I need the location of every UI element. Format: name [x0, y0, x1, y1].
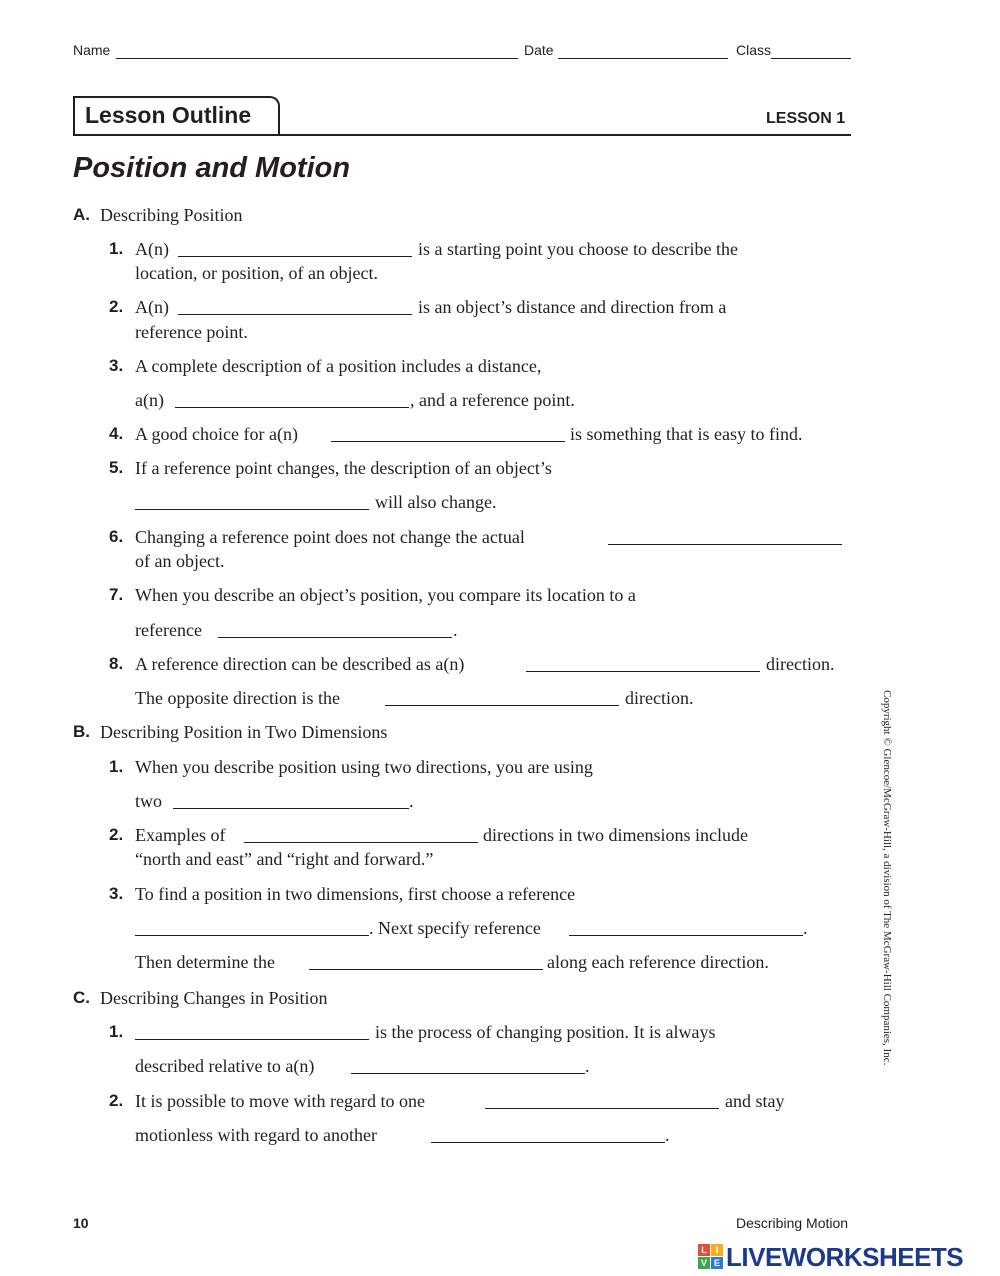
- a2-pre: A(n): [135, 297, 169, 317]
- b3-end: .: [803, 918, 808, 938]
- a2-cont: reference point.: [135, 322, 248, 342]
- c1-blank-1[interactable]: [135, 1019, 369, 1040]
- date-label: Date: [524, 42, 554, 58]
- banner-rule: [73, 134, 851, 136]
- a3-pre: a(n): [135, 390, 164, 410]
- section-a-title: Describing Position: [100, 205, 243, 225]
- a7-number: 7.: [109, 585, 124, 604]
- a7-pre: reference: [135, 620, 202, 640]
- a7-blank[interactable]: [218, 617, 452, 638]
- c1-number: 1.: [109, 1022, 124, 1041]
- lesson-number: LESSON 1: [766, 110, 846, 127]
- b2-number: 2.: [109, 825, 124, 844]
- a4-post: is something that is easy to find.: [570, 424, 803, 444]
- c2-number: 2.: [109, 1091, 124, 1110]
- b1-line1: When you describe position using two directions, you are using: [135, 757, 593, 777]
- a6-pre: Changing a reference point does not change the actual: [135, 527, 525, 547]
- a8-pre2: The opposite direction is the: [135, 688, 340, 708]
- a8-blank-1[interactable]: [526, 651, 760, 672]
- c1-post2: .: [585, 1056, 590, 1076]
- brand-name: LIVEWORKSHEETS: [726, 1242, 964, 1272]
- b1-pre: two: [135, 791, 162, 811]
- name-input[interactable]: [116, 38, 518, 59]
- a5-blank[interactable]: [135, 489, 369, 510]
- banner-title: Lesson Outline: [85, 102, 252, 128]
- a1-post: is a starting point you choose to describe the: [418, 239, 738, 259]
- a2-post: is an object’s distance and direction from a: [418, 297, 727, 317]
- c2-blank-2[interactable]: [431, 1122, 665, 1143]
- c2-pre2: motionless with regard to another: [135, 1125, 377, 1145]
- a6-cont: of an object.: [135, 551, 225, 571]
- c1-post: is the process of changing position. It is always: [375, 1022, 716, 1042]
- section-b-letter: B.: [73, 722, 90, 741]
- a8-number: 8.: [109, 654, 124, 673]
- c1-blank-2[interactable]: [351, 1053, 585, 1074]
- b3-blank-1[interactable]: [135, 915, 369, 936]
- a8-blank-2[interactable]: [385, 685, 619, 706]
- c2-post: and stay: [725, 1091, 785, 1111]
- lesson-outline-banner: [73, 96, 280, 135]
- a6-blank[interactable]: [608, 524, 842, 545]
- a1-number: 1.: [109, 239, 124, 258]
- section-b-title: Describing Position in Two Dimensions: [100, 722, 388, 742]
- section-a-letter: A.: [73, 205, 90, 224]
- a6-number: 6.: [109, 527, 124, 546]
- a3-number: 3.: [109, 356, 124, 375]
- b1-post: .: [409, 791, 414, 811]
- b2-pre: Examples of: [135, 825, 226, 845]
- name-label: Name: [73, 42, 111, 58]
- a3-blank[interactable]: [175, 387, 409, 408]
- logo-icon: L I V E: [698, 1244, 724, 1270]
- a8-pre: A reference direction can be described as a(n): [135, 654, 465, 674]
- a8-post: direction.: [766, 654, 835, 674]
- a5-post: will also change.: [375, 492, 497, 512]
- a1-pre: A(n): [135, 239, 169, 259]
- page-title: Position and Motion: [73, 152, 351, 184]
- date-input[interactable]: [558, 38, 728, 59]
- b2-cont: “north and east” and “right and forward.”: [135, 849, 434, 869]
- a3-post: , and a reference point.: [410, 390, 575, 410]
- b3-post3: along each reference direction.: [547, 952, 769, 972]
- section-c-letter: C.: [73, 988, 90, 1007]
- a4-blank[interactable]: [331, 421, 565, 442]
- a5-number: 5.: [109, 458, 124, 477]
- b3-number: 3.: [109, 884, 124, 903]
- b1-number: 1.: [109, 757, 124, 776]
- a2-blank[interactable]: [178, 294, 412, 315]
- c2-pre: It is possible to move with regard to one: [135, 1091, 425, 1111]
- page-number: 10: [73, 1215, 89, 1231]
- b3-blank-3[interactable]: [309, 949, 543, 970]
- liveworksheets-logo: [698, 1242, 994, 1270]
- b2-post: directions in two dimensions include: [483, 825, 748, 845]
- a5-line1: If a reference point changes, the description of an object’s: [135, 458, 552, 478]
- b2-blank[interactable]: [244, 822, 478, 843]
- a3-line1: A complete description of a position includes a distance,: [135, 356, 542, 376]
- a2-number: 2.: [109, 297, 124, 316]
- b3-pre3: Then determine the: [135, 952, 275, 972]
- a4-number: 4.: [109, 424, 124, 443]
- c2-post2: .: [665, 1125, 670, 1145]
- c1-pre2: described relative to a(n): [135, 1056, 315, 1076]
- a7-line1: When you describe an object’s position, you compare its location to a: [135, 585, 636, 605]
- class-input[interactable]: [771, 38, 851, 59]
- a8-post2: direction.: [625, 688, 694, 708]
- b3-mid: . Next specify reference: [369, 918, 541, 938]
- a7-post: .: [453, 620, 458, 640]
- b3-blank-2[interactable]: [569, 915, 803, 936]
- section-c-title: Describing Changes in Position: [100, 988, 328, 1008]
- class-label: Class: [736, 42, 772, 58]
- a1-blank[interactable]: [178, 236, 412, 257]
- copyright-notice: Copyright © Glencoe/McGraw-Hill, a division of The McGraw-Hill Companies, Inc.: [881, 690, 893, 1066]
- b1-blank[interactable]: [173, 788, 409, 809]
- a4-pre: A good choice for a(n): [135, 424, 298, 444]
- a1-cont: location, or position, of an object.: [135, 263, 378, 283]
- c2-blank-1[interactable]: [485, 1088, 719, 1109]
- b3-line1: To find a position in two dimensions, first choose a reference: [135, 884, 576, 904]
- chapter-name: Describing Motion: [736, 1215, 849, 1231]
